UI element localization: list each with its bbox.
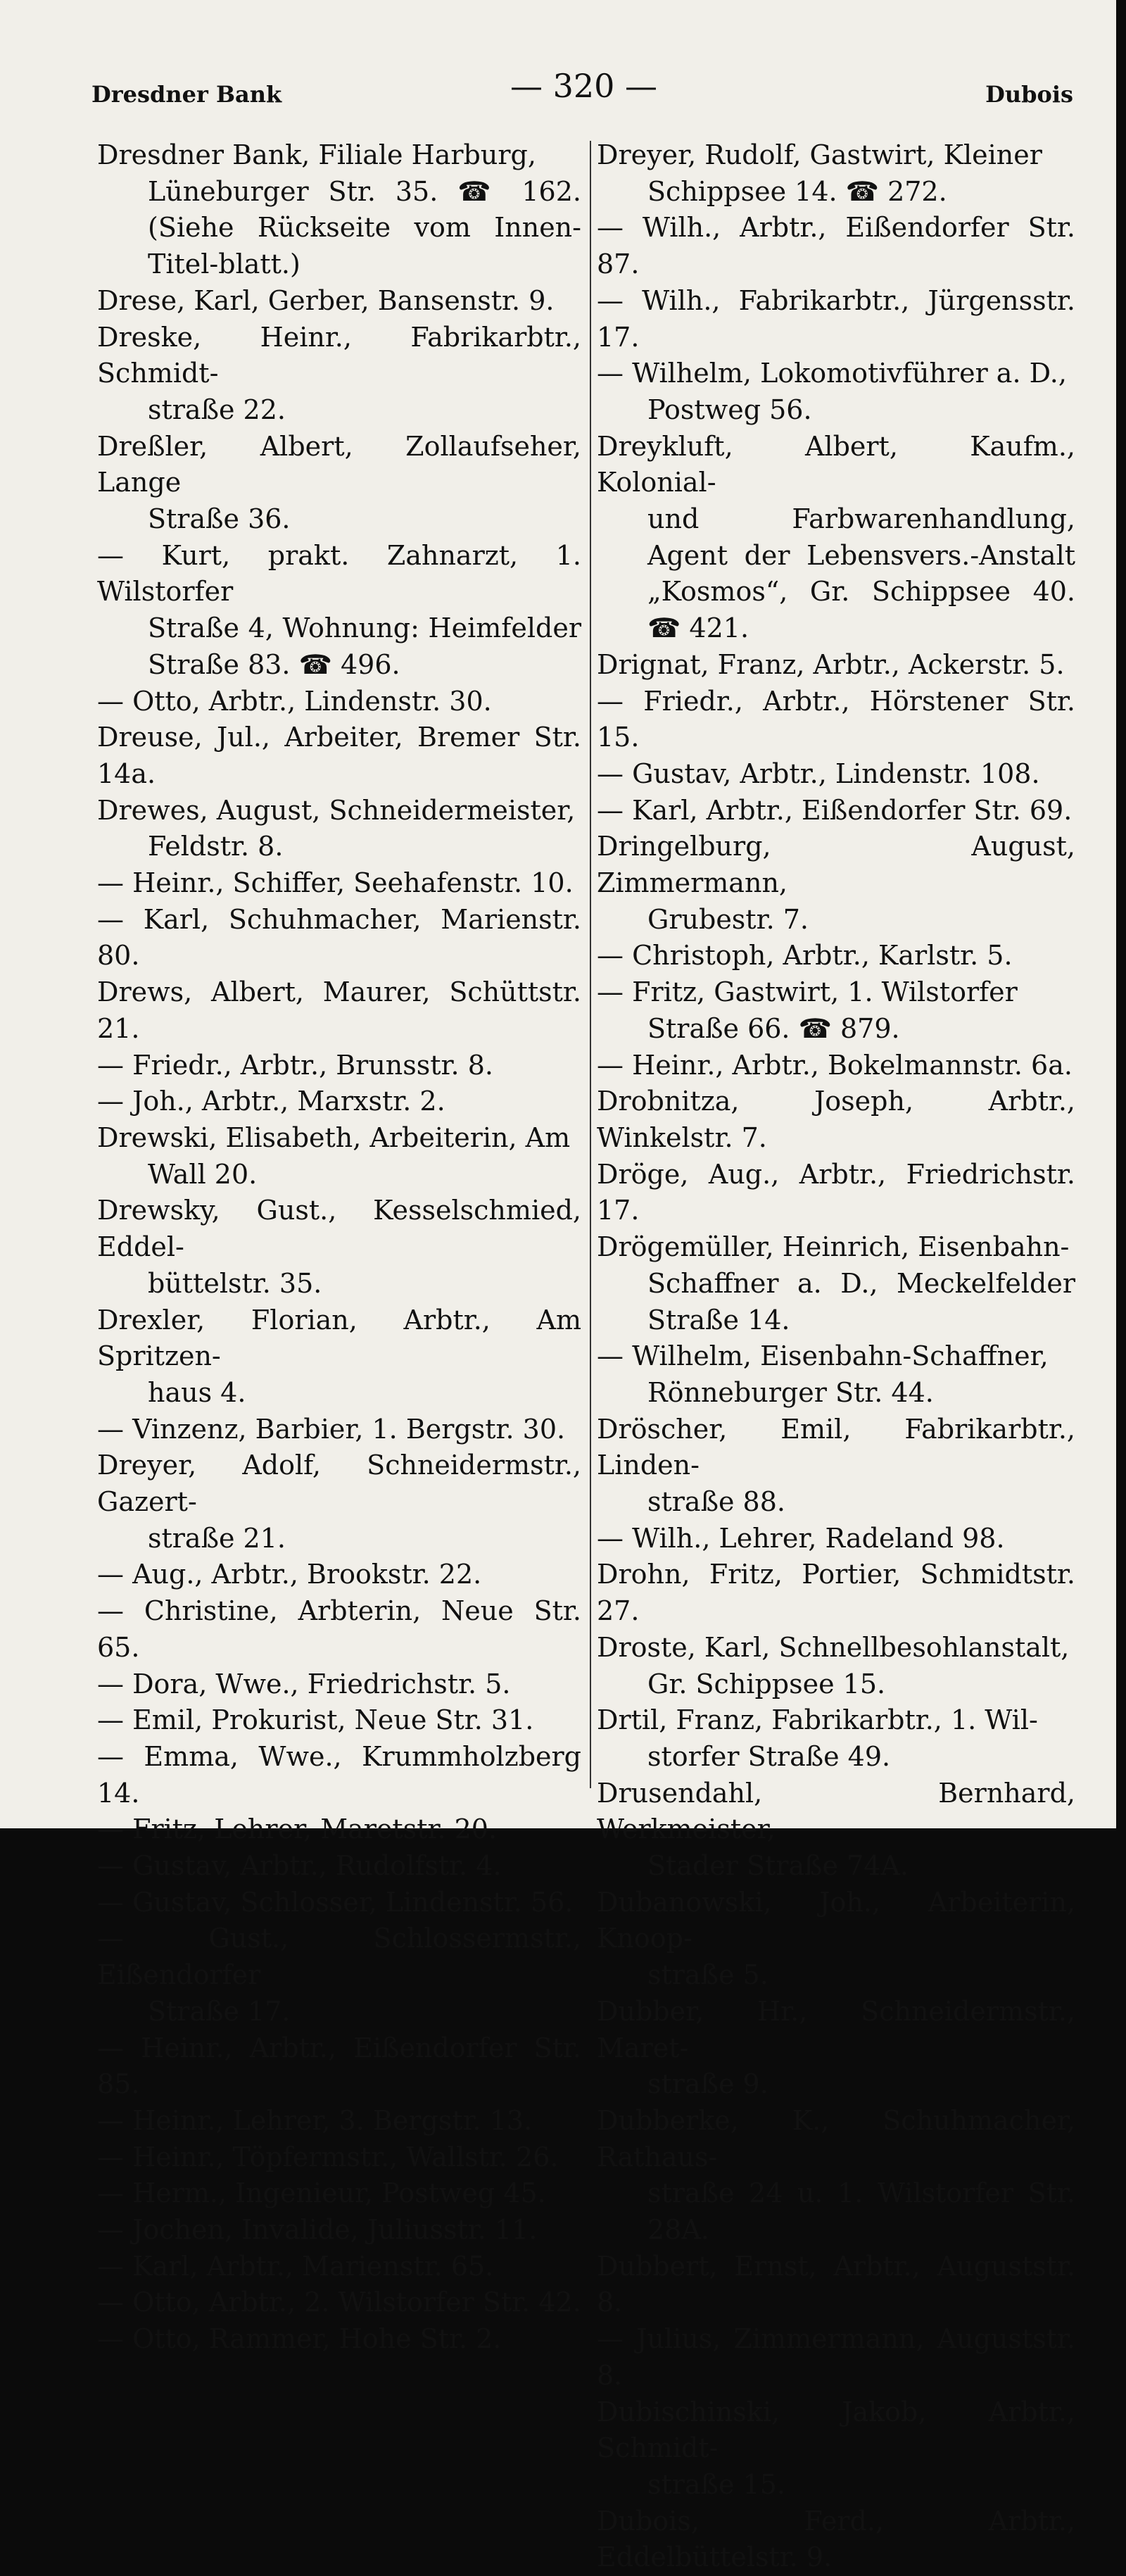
entry-first-line: — Wilh., Lehrer, Radeland 98.: [597, 1522, 1005, 1554]
directory-entry: [97, 1083, 581, 1120]
entry-continuation: Straße 4, Wohnung: Heimfelder Straße 83. ☎ 496.: [148, 612, 581, 680]
entry-continuation: straße 5.: [647, 1959, 768, 1991]
entry-first-line: — Gustav, Arbtr., Lindenstr. 108.: [597, 758, 1040, 789]
directory-entry: [597, 1229, 1075, 1338]
directory-entry: [597, 429, 1075, 647]
directory-entry: [97, 2103, 581, 2140]
entry-continuation: Schaffner a. D., Meckelfelder Straße 14.: [647, 1267, 1075, 1336]
entry-first-line: — Heinr., Schiffer, Seehafenstr. 10.: [97, 867, 574, 899]
entry-first-line: — Karl, Arbtr., Eißendorfer Str. 69.: [597, 794, 1073, 826]
directory-entry: [597, 2321, 1075, 2394]
directory-entry: [597, 1557, 1075, 1629]
entry-continuation: Grubestr. 7.: [647, 903, 809, 935]
directory-entry: [97, 1593, 581, 1666]
directory-entry: [97, 1666, 581, 1703]
directory-entry: [597, 1338, 1075, 1411]
entry-first-line: — Aug., Arbtr., Brookstr. 22.: [97, 1559, 482, 1590]
directory-entry: [97, 793, 581, 865]
directory-entry: [97, 2321, 581, 2358]
entry-continuation: straße 21.: [148, 1522, 286, 1554]
directory-entry: [597, 1412, 1075, 1521]
entry-first-line: Drusendahl, Bernhard, Werkmeister,: [597, 1777, 1075, 1845]
entry-continuation: straße 88.: [647, 1486, 785, 1518]
entry-first-line: — Otto, Arbtr., 2. Wilstorfer Str. 42.: [97, 2287, 581, 2318]
directory-entry: [597, 1157, 1075, 1229]
entry-continuation: Postweg 56.: [647, 394, 812, 425]
directory-entry: [597, 793, 1075, 829]
entry-first-line: Dubois, Ferd., Arbtr., Eddelbüttelstr. 9.: [597, 2505, 1075, 2573]
entry-first-line: Dröge, Aug., Arbtr., Friedrichstr. 17.: [597, 1158, 1075, 1226]
directory-entry: [597, 1776, 1075, 1885]
entry-first-line: — Joh., Arbtr., Marxstr. 2.: [97, 1086, 445, 1117]
entry-first-line: Dubischinski, Jakob, Arbtr., Schmidt-: [597, 2396, 1075, 2464]
entry-first-line: Drews, Albert, Maurer, Schüttstr. 21.: [97, 976, 581, 1044]
entry-first-line: — Heinr., Arbtr., Eißendorfer Str. 85.: [97, 2032, 581, 2100]
entry-first-line: — Wilh., Fabrikarbtr., Jürgensstr. 17.: [597, 284, 1075, 353]
directory-entry: [597, 1702, 1075, 1775]
entry-continuation: haus 4.: [148, 1376, 246, 1408]
entry-first-line: — Emma, Wwe., Krummholzberg 14.: [97, 1740, 581, 1809]
directory-entry: [597, 684, 1075, 756]
entry-first-line: — Heinr., Lehrer, 3. Bergstr. 13.: [97, 2104, 533, 2136]
entry-first-line: — Emil, Prokurist, Neue Str. 31.: [97, 1704, 534, 1736]
directory-entry: [97, 137, 581, 283]
entry-first-line: Dringelburg, August, Zimmermann,: [597, 831, 1075, 899]
entry-continuation: straße 24 u. 1. Wilstorfer Str. 28A.: [647, 2178, 1075, 2246]
directory-entry: [597, 1994, 1075, 2103]
entry-first-line: Dreske, Heinr., Fabrikarbtr., Schmidt-: [97, 321, 581, 389]
entry-first-line: Drohn, Fritz, Portier, Schmidtstr. 27.: [597, 1559, 1075, 1627]
entry-first-line: — Otto, Rammer, Hohe Str. 2.: [97, 2323, 502, 2355]
page-number: — 320 —: [510, 67, 658, 105]
entry-first-line: — Karl, Schuhmacher, Marienstr. 80.: [97, 903, 581, 972]
directory-entry: [597, 356, 1075, 428]
directory-entry: [97, 2140, 581, 2176]
directory-entry: [97, 2030, 581, 2103]
entry-first-line: — Fritz, Lehrer, Maretstr. 20.: [97, 1814, 498, 1845]
directory-entry: [597, 1521, 1075, 1557]
running-head-right: Dubois: [985, 81, 1073, 108]
directory-entry: [597, 1630, 1075, 1702]
entry-first-line: — Wilh., Arbtr., Eißendorfer Str. 87.: [597, 212, 1075, 280]
entry-continuation: Gr. Schippsee 15.: [647, 1668, 886, 1699]
entry-first-line: Drewes, August, Schneidermeister,: [97, 794, 576, 826]
directory-entry: [97, 1447, 581, 1557]
directory-entry: [97, 429, 581, 538]
directory-entry: [97, 1702, 581, 1739]
entry-first-line: — Heinr., Arbtr., Bokelmannstr. 6a.: [597, 1049, 1073, 1081]
entry-first-line: Dubanowski, Joh., Arbeiterin, Knoop-: [597, 1886, 1075, 1954]
entry-first-line: Dubberke, K., Schuhmacher, Rathaus-: [597, 2104, 1075, 2173]
entry-first-line: — Vinzenz, Barbier, 1. Bergstr. 30.: [97, 1413, 566, 1445]
directory-entry: [597, 137, 1075, 210]
directory-entry: [97, 2285, 581, 2321]
entry-first-line: — Heinr., Töpfermstr., Wallstr. 26.: [97, 2141, 559, 2173]
entry-continuation: Stader Straße 74A.: [647, 1850, 909, 1882]
entry-continuation: straße 22.: [148, 394, 286, 425]
entry-first-line: Dubber, Hr., Schneidermstr., Maret-: [597, 1995, 1075, 2063]
directory-entry: [597, 974, 1075, 1047]
directory-entry: [97, 1811, 581, 1848]
entry-first-line: — Wilhelm, Eisenbahn-Schaffner,: [597, 1340, 1049, 1372]
directory-entry: [597, 2249, 1075, 2321]
directory-entry: [97, 684, 581, 720]
entry-first-line: — Friedr., Arbtr., Hörstener Str. 15.: [597, 685, 1075, 753]
entry-first-line: — Christine, Arbterin, Neue Str. 65.: [97, 1595, 581, 1663]
right-column: [597, 137, 1075, 2576]
directory-entry: [597, 1083, 1075, 1156]
directory-entry: [97, 720, 581, 792]
entry-continuation: Rönneburger Str. 44.: [647, 1376, 934, 1408]
entry-first-line: Drögemüller, Heinrich, Eisenbahn-: [597, 1231, 1070, 1263]
entry-continuation: Straße 36.: [148, 503, 291, 535]
directory-entry: [97, 974, 581, 1047]
entry-first-line: Drignat, Franz, Arbtr., Ackerstr. 5.: [597, 648, 1065, 680]
entry-first-line: Drewski, Elisabeth, Arbeiterin, Am: [97, 1121, 571, 1153]
column-divider: [590, 141, 591, 1788]
entry-first-line: — Julius, Zimmermann, Auguststr. 8.: [597, 2323, 1075, 2391]
left-column: [97, 137, 581, 2358]
entry-first-line: Droste, Karl, Schnellbesohlanstalt,: [597, 1631, 1070, 1663]
entry-first-line: — Jochen, Invalide, Juliusstr. 11.: [97, 2214, 538, 2246]
entry-continuation: und Farbwarenhandlung, Agent der Lebensvers.-Anstalt „Kosmos“, Gr. Schippsee 40. ☎ 421.: [647, 503, 1075, 644]
page-header: [91, 67, 1073, 116]
entry-continuation: straße 15.: [647, 2469, 785, 2500]
entry-first-line: — Christoph, Arbtr., Karlstr. 5.: [597, 940, 1013, 972]
directory-entry: [97, 2249, 581, 2285]
directory-entry: [597, 2503, 1075, 2576]
entry-continuation: Wall 20.: [148, 1158, 258, 1190]
directory-entry: [97, 538, 581, 684]
entry-continuation: storfer Straße 49.: [647, 1740, 891, 1772]
entry-first-line: — Dora, Wwe., Friedrichstr. 5.: [97, 1668, 511, 1699]
directory-entry: [597, 756, 1075, 793]
entry-first-line: Dreyer, Adolf, Schneidermstr., Gazert-: [97, 1450, 581, 1518]
entry-first-line: — Fritz, Gastwirt, 1. Wilstorfer: [597, 976, 1018, 1008]
directory-entry: [597, 1048, 1075, 1084]
entry-first-line: Drewsky, Gust., Kesselschmied, Eddel-: [97, 1195, 581, 1263]
directory-entry: [597, 1885, 1075, 1994]
entry-continuation: Straße 66. ☎ 879.: [647, 1012, 900, 1044]
entry-first-line: Dreykluft, Albert, Kaufm., Kolonial-: [597, 430, 1075, 498]
directory-entry: [597, 210, 1075, 282]
entry-first-line: Dröscher, Emil, Fabrikarbtr., Linden-: [597, 1413, 1075, 1481]
directory-entry: [97, 1885, 581, 1921]
directory-entry: [97, 1048, 581, 1084]
directory-entry: [97, 1193, 581, 1302]
entry-first-line: — Karl, Arbtr., Marienstr. 65.: [97, 2250, 494, 2282]
entry-first-line: — Wilhelm, Lokomotivführer a. D.,: [597, 358, 1067, 389]
entry-first-line: — Friedr., Arbtr., Brunsstr. 8.: [97, 1049, 493, 1081]
entry-first-line: Drobnitza, Joseph, Arbtr., Winkelstr. 7.: [597, 1086, 1075, 1153]
entry-first-line: Drexler, Florian, Arbtr., Am Spritzen-: [97, 1304, 581, 1372]
directory-entry: [97, 283, 581, 320]
entry-first-line: — Gustav, Arbtr., Rudolfstr. 4.: [97, 1850, 502, 1882]
running-head-left: Dresdner Bank: [91, 81, 282, 108]
entry-continuation: Feldstr. 8.: [148, 831, 284, 862]
entry-first-line: — Gust., Schlossermstr., Eißendorfer: [97, 1923, 581, 1991]
entry-first-line: Dreßler, Albert, Zollaufseher, Lange: [97, 430, 581, 498]
entry-first-line: Drtil, Franz, Fabrikarbtr., 1. Wil-: [597, 1704, 1038, 1736]
directory-entry: [97, 1557, 581, 1593]
directory-entry: [597, 647, 1075, 684]
entry-first-line: Dubbert, Ernst, Arbtr., Auguststr. 8.: [597, 2250, 1075, 2318]
directory-entry: [97, 2212, 581, 2249]
entry-first-line: Dreyer, Rudolf, Gastwirt, Kleiner: [597, 139, 1042, 170]
directory-entry: [97, 1412, 581, 1448]
directory-entry: [97, 1302, 581, 1412]
entry-continuation: Schippsee 14. ☎ 272.: [647, 175, 947, 207]
entry-first-line: Dresdner Bank, Filiale Harburg,: [97, 139, 536, 170]
directory-entry: [597, 283, 1075, 356]
entry-first-line: — Kurt, prakt. Zahnarzt, 1. Wilstorfer: [97, 539, 581, 608]
directory-entry: [597, 2103, 1075, 2249]
entry-first-line: — Gustav, Schlosser, Lindenstr. 56.: [97, 1886, 574, 1918]
directory-entry: [597, 2394, 1075, 2503]
directory-entry: [597, 938, 1075, 974]
entry-continuation: büttelstr. 35.: [148, 1267, 322, 1299]
entry-continuation: straße 9.: [647, 2068, 768, 2100]
entry-continuation: Straße 17.: [148, 1995, 291, 2027]
entry-continuation: Lüneburger Str. 35. ☎ 162. (Siehe Rückseite vom Innen-Titel-blatt.): [148, 175, 581, 280]
entry-first-line: — Otto, Arbtr., Lindenstr. 30.: [97, 685, 492, 717]
entry-first-line: Drese, Karl, Gerber, Bansenstr. 9.: [97, 284, 555, 316]
directory-entry: [97, 1739, 581, 1811]
directory-entry: [97, 320, 581, 429]
directory-entry: [97, 902, 581, 974]
directory-entry: [97, 865, 581, 902]
directory-entry: [597, 829, 1075, 938]
entry-first-line: Dreuse, Jul., Arbeiter, Bremer Str. 14a.: [97, 722, 581, 789]
entry-first-line: — Herm., Ingenieur, Postweg 45.: [97, 2178, 546, 2209]
directory-entry: [97, 1120, 581, 1193]
directory-entry: [97, 1848, 581, 1885]
scan-edge: [1116, 0, 1126, 1828]
directory-entry: [97, 2175, 581, 2212]
directory-entry: [97, 1921, 581, 2030]
